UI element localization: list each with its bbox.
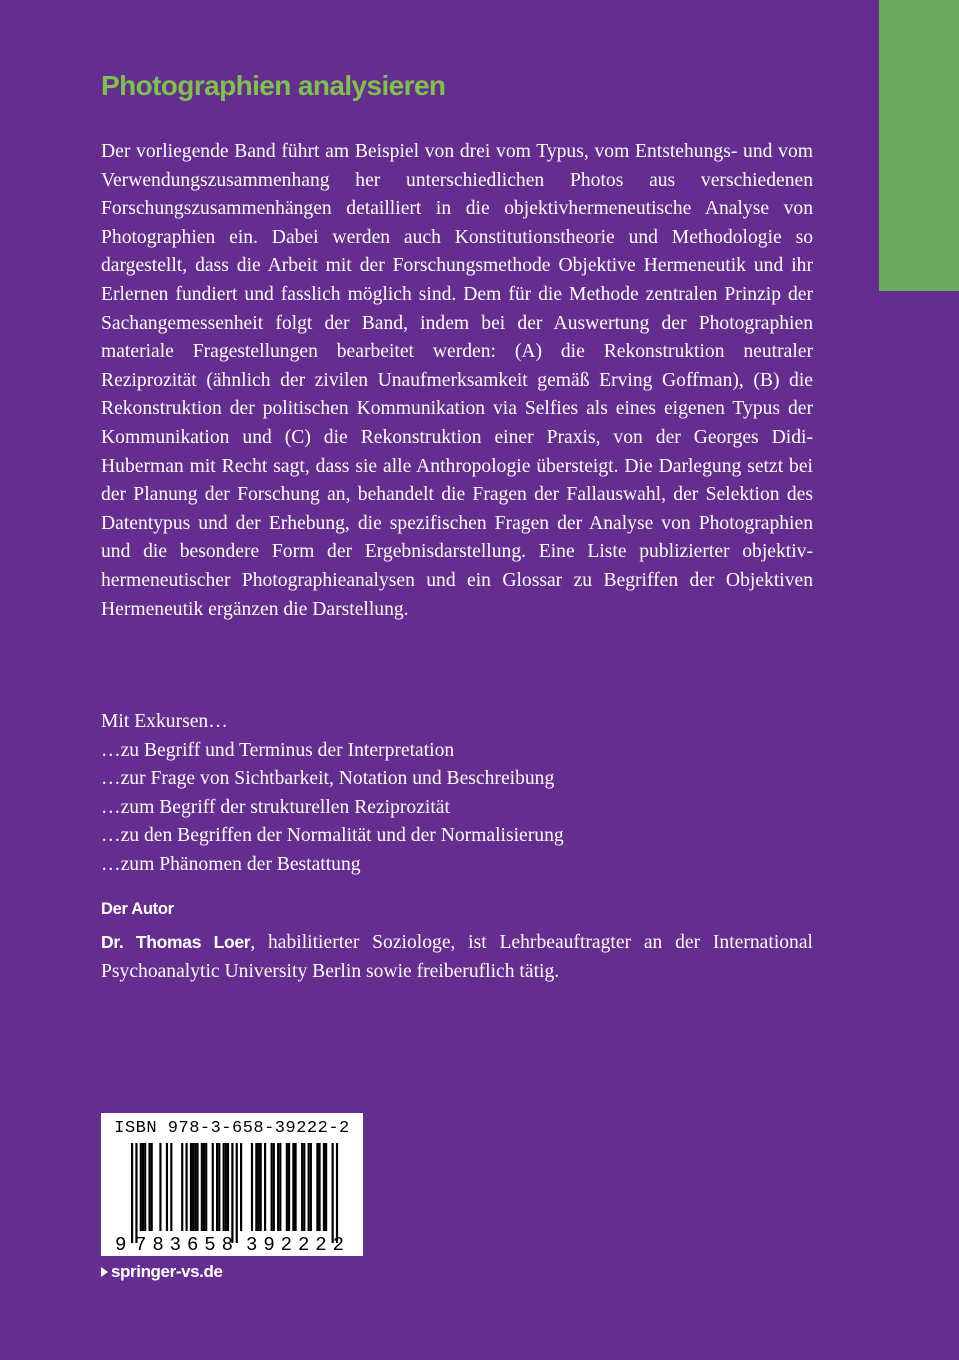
publisher-url: springer-vs.de bbox=[111, 1262, 223, 1281]
barcode-bar bbox=[223, 1143, 225, 1231]
barcode-bar bbox=[323, 1143, 325, 1231]
author-bio-text: , habilitierter Soziologe, ist Lehrbeauftragter an der International Psychoanalytic University Berlin sowie freiberuflich tätig. bbox=[101, 932, 813, 982]
barcode-bar bbox=[201, 1143, 203, 1231]
barcode-bar bbox=[286, 1143, 288, 1231]
barcode-bar bbox=[159, 1143, 161, 1231]
excursion-item: …zum Phänomen der Bestattung bbox=[101, 853, 361, 875]
barcode-bar bbox=[255, 1143, 257, 1231]
barcode-bar bbox=[192, 1143, 194, 1231]
barcode-bar bbox=[318, 1143, 320, 1231]
isbn-label: ISBN 978-3-658-39222-2 bbox=[114, 1119, 350, 1138]
barcode-bar bbox=[131, 1143, 133, 1243]
barcode-bar bbox=[336, 1143, 338, 1243]
barcode-bar bbox=[240, 1143, 242, 1231]
ean-left-digits: 783658 bbox=[135, 1234, 233, 1256]
barcode-bar bbox=[212, 1143, 214, 1231]
barcode-bar bbox=[203, 1143, 205, 1231]
barcode-bar bbox=[148, 1143, 150, 1231]
barcode-bar bbox=[218, 1143, 220, 1231]
excursion-item: …zu Begriff und Terminus der Interpretation bbox=[101, 739, 455, 761]
excursion-item: …zu den Begriffen der Normalität und der Normalisierung bbox=[101, 825, 564, 847]
barcode-bar bbox=[231, 1143, 233, 1243]
barcode-bar bbox=[277, 1143, 279, 1231]
barcode-bars bbox=[131, 1143, 338, 1243]
book-description: Der vorliegende Band führt am Beispiel von drei vom Typus, vom Entstehungs- und vom Verwendungszusammenhang her unterschiedlichen Photos aus verschiedenen Forschungszusammenhängen detailliert in die objektivhermeneutische Analyse von Photographien ein. Dabei werden auch Konstitutionstheorie und Methodologie so dargestellt, dass die Arbeit mit der Forschungsmethode Objektive Hermeneutik und ihr Erlernen fundiert und fasslich möglich sind. Dem für die Methode zentralen Prinzip der Sachangemessenheit folgt der Band, indem bei der Auswertung der Photographien materiale Fragestellungen bearbeitet werden: (A) die Rekonstruktion neutraler Reziprozität (ähnlich der zivilen Unaufmerksamkeit gemäß Erving Goffman), (B) die Rekonstruktion der politischen Kommunikation via Selfies als eines eigenen Typus der Kommunikation und (C) die Rekonstruktion einer Praxis, von der Georges Didi-Huberman mit Recht sagt, dass sie alle Anthropologie übersteigt. Die Darlegung setzt bei der Planung der Forschung an, behandelt die Fragen der Fallauswahl, der Selektion des Datentypus und der Erhebung, die spezifischen Fragen der Analyse von Photographien und die besondere Form der Ergebnisdarstellung. Eine Liste publizierter objektiv-hermeneutischer Photographieanalysen und ein Glossar zu Begriffen der Objektiven Hermeneutik ergänzen die Darstellung. bbox=[101, 141, 813, 620]
excursion-item: …zur Frage von Sichtbarkeit, Notation und Beschreibung bbox=[101, 768, 555, 790]
barcode-bar bbox=[325, 1143, 327, 1231]
barcode-bar bbox=[181, 1143, 183, 1231]
barcode-image bbox=[101, 1113, 363, 1256]
ean-right-digits: 392222 bbox=[246, 1234, 344, 1256]
spine-color-tab bbox=[879, 0, 959, 291]
barcode-bar bbox=[194, 1143, 196, 1231]
barcode-bar bbox=[288, 1143, 290, 1231]
barcode-bar bbox=[332, 1143, 334, 1243]
barcode-bar bbox=[140, 1143, 142, 1231]
barcode-bar bbox=[303, 1143, 305, 1231]
barcode-bar bbox=[151, 1143, 153, 1231]
barcode-bar bbox=[264, 1143, 266, 1231]
barcode-bar bbox=[260, 1143, 262, 1231]
excursions-intro: Mit Exkursen… bbox=[101, 711, 228, 732]
excursion-item: …zum Begriff der strukturellen Reziprozität bbox=[101, 796, 450, 818]
barcode-bar bbox=[142, 1143, 144, 1231]
barcode-bar bbox=[135, 1143, 137, 1243]
barcode-bar bbox=[170, 1143, 172, 1231]
barcode-bar bbox=[257, 1143, 259, 1231]
barcode-bar bbox=[308, 1143, 310, 1231]
author-bio bbox=[101, 928, 813, 986]
barcode-bar bbox=[227, 1143, 229, 1231]
barcode-bar bbox=[301, 1143, 303, 1231]
barcode-bar bbox=[292, 1143, 294, 1231]
barcode-bar bbox=[196, 1143, 198, 1231]
barcode-bar bbox=[279, 1143, 281, 1231]
barcode-bar bbox=[205, 1143, 207, 1231]
barcode-bar bbox=[273, 1143, 275, 1231]
arrow-right-icon bbox=[101, 1267, 108, 1277]
barcode-bar bbox=[190, 1143, 192, 1231]
barcode-bar bbox=[316, 1143, 318, 1231]
barcode-bar bbox=[166, 1143, 168, 1231]
barcode-bar bbox=[225, 1143, 227, 1231]
isbn-barcode bbox=[101, 1113, 363, 1256]
barcode-bar bbox=[251, 1143, 253, 1231]
author-heading: Der Autor bbox=[101, 900, 174, 918]
book-title: Photographien analysieren bbox=[101, 70, 446, 101]
author-name: Dr. Thomas Loer bbox=[101, 932, 251, 952]
excursions-list bbox=[101, 708, 813, 880]
barcode-bar bbox=[310, 1143, 312, 1231]
barcode-bar bbox=[186, 1143, 188, 1231]
barcode-bar bbox=[295, 1143, 297, 1231]
barcode-bar bbox=[236, 1143, 238, 1243]
publisher-link[interactable] bbox=[101, 1262, 223, 1282]
ean-lead-digit: 9 bbox=[115, 1234, 127, 1256]
barcode-bar bbox=[271, 1143, 273, 1231]
barcode-bar bbox=[144, 1143, 146, 1231]
barcode-bar bbox=[216, 1143, 218, 1231]
